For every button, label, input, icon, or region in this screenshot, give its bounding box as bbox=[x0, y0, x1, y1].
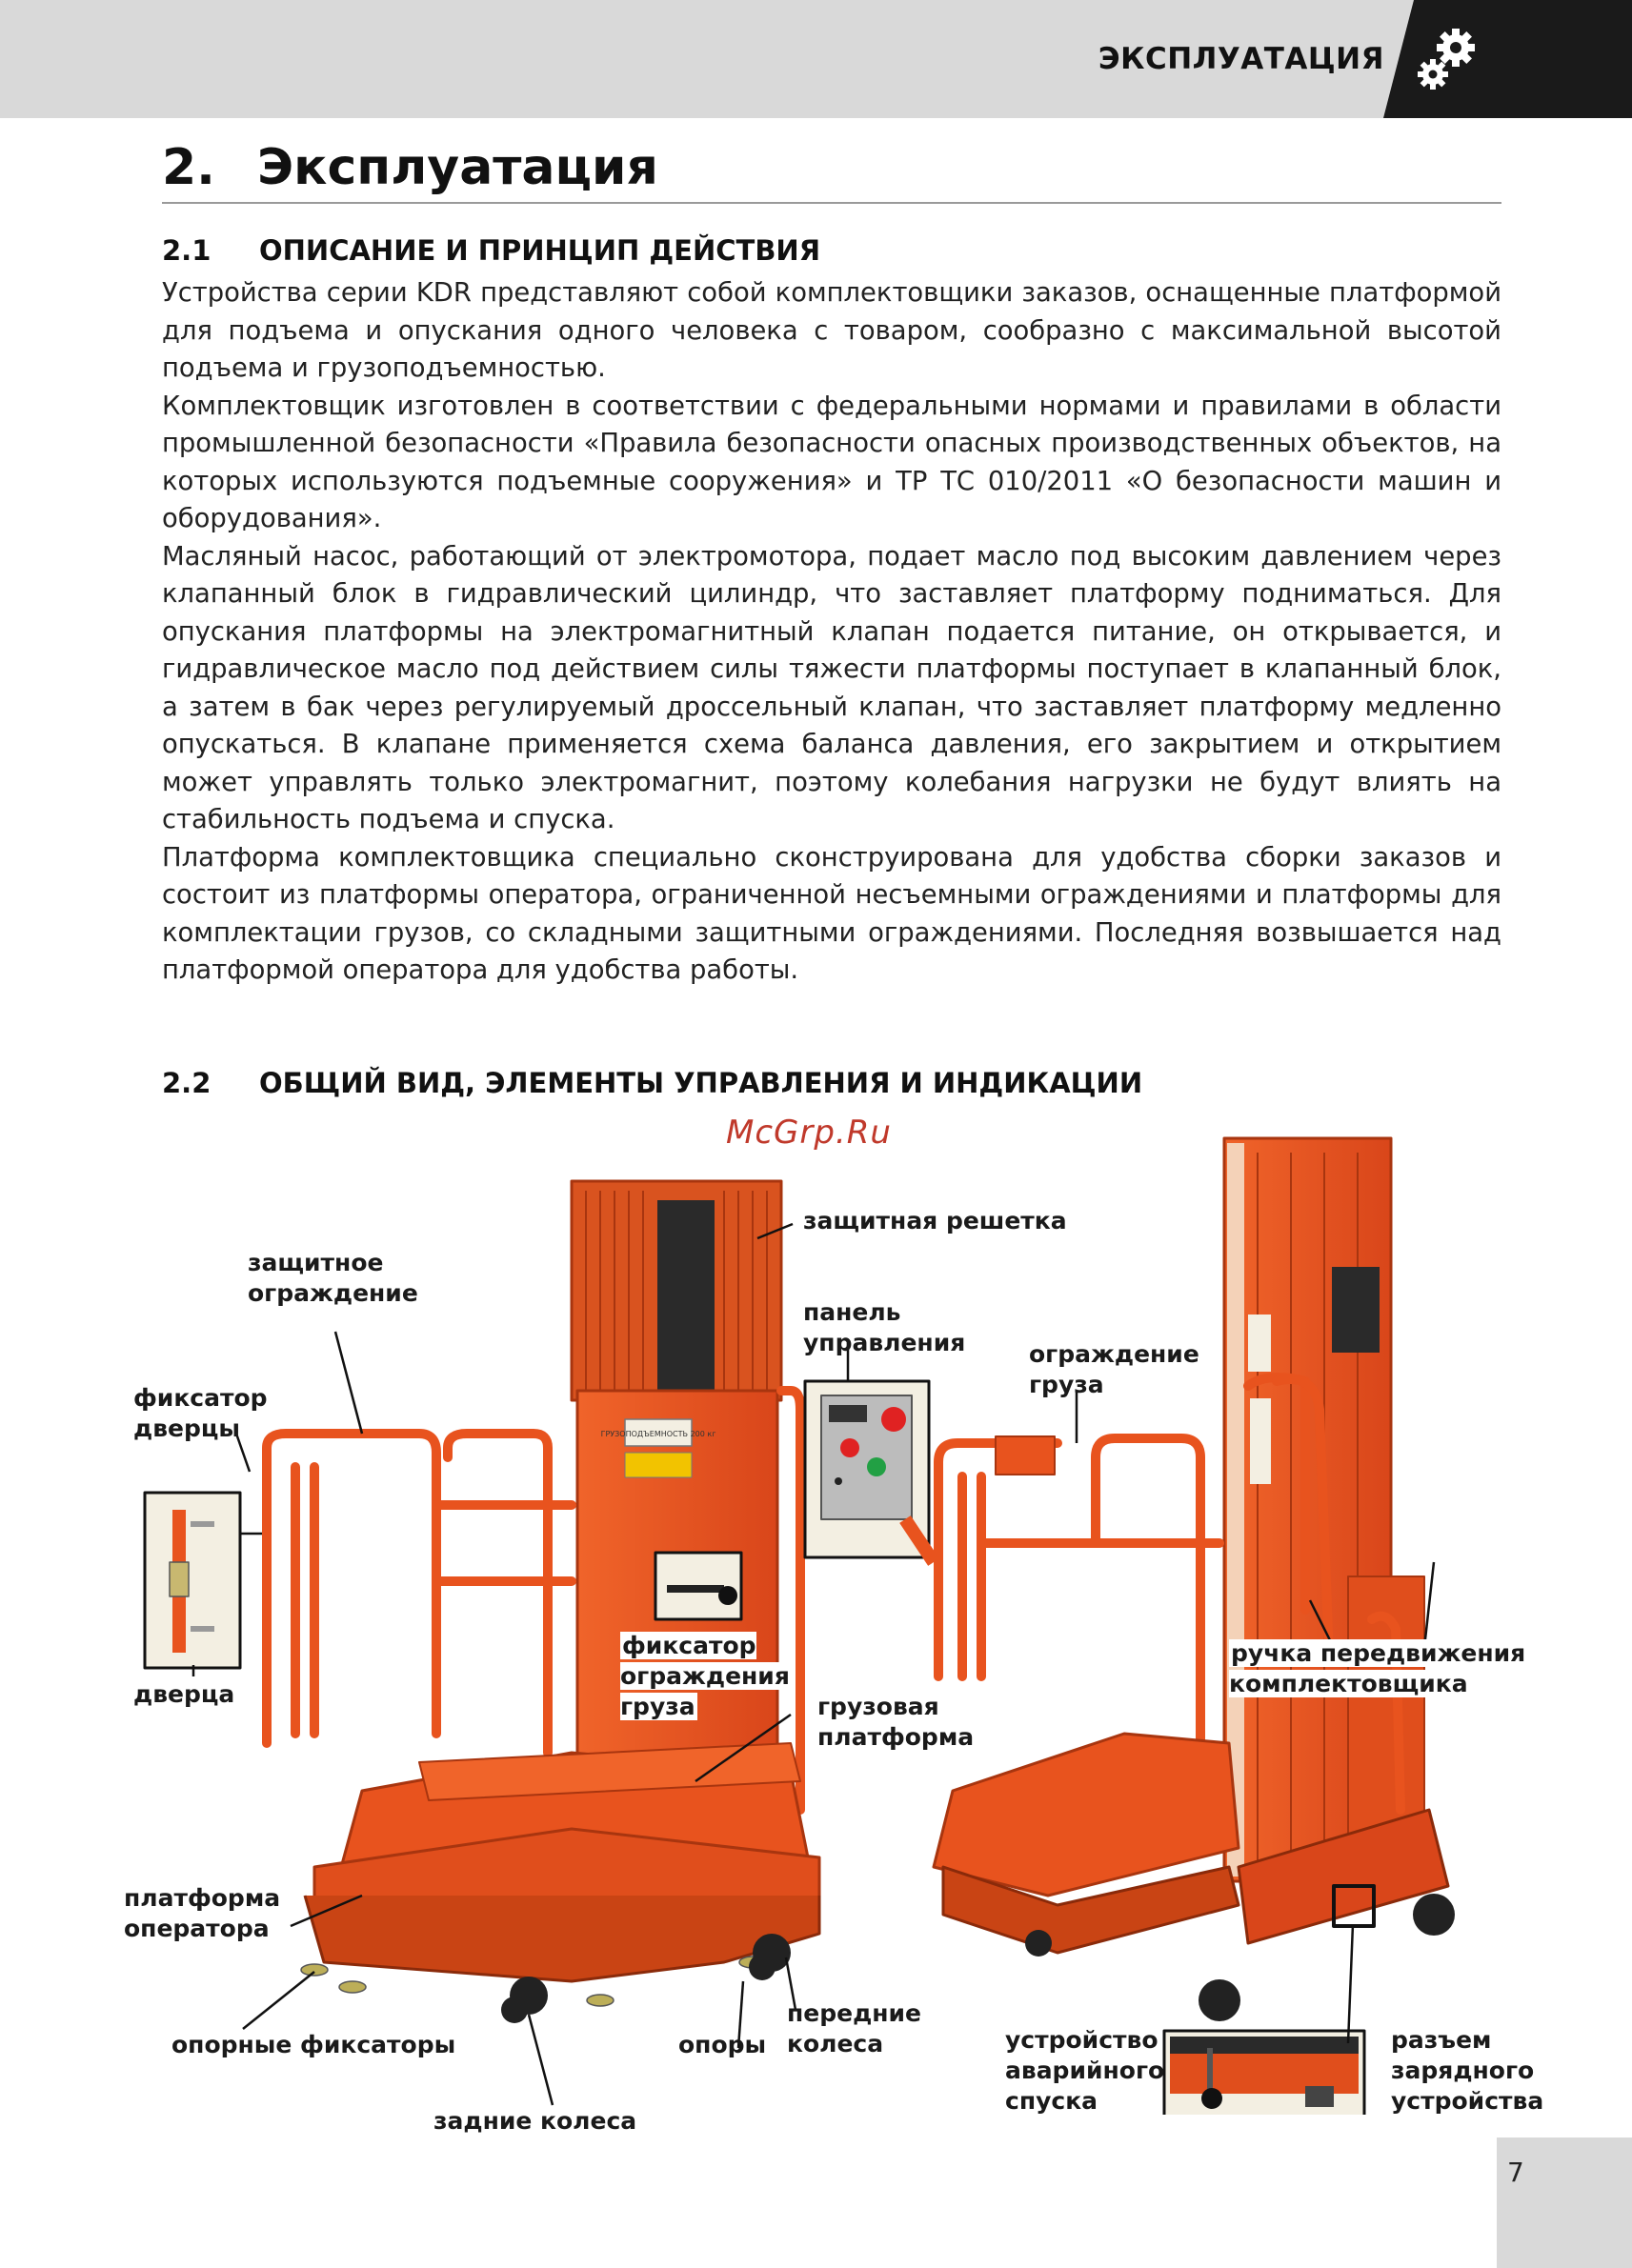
label-supports: опоры bbox=[678, 2031, 767, 2058]
chapter-number: 2. bbox=[162, 139, 215, 196]
label-door: дверца bbox=[133, 1680, 235, 1708]
section-number: 2.1 bbox=[162, 234, 212, 267]
paragraph: Платформа комплектовщика специально сконструирована для удобства сборки заказов и состоит из платформы оператора, ограниченной несъемными ограждениями и платформы для комплектации грузов, со складными защитными ограждениями. Последняя возвышается над платформой оператора для удобства работы. bbox=[162, 842, 1501, 985]
label-charger-socket: разъем зарядного устройства bbox=[1391, 2026, 1544, 2115]
label-rear-wheels: задние колеса bbox=[433, 2107, 637, 2135]
label-load-fence-latch: фиксатор ограждения груза bbox=[620, 1632, 790, 1720]
section-heading-2-2 bbox=[162, 1067, 1142, 1099]
label-support-latches: опорные фиксаторы bbox=[171, 2031, 456, 2058]
heading-rule bbox=[162, 202, 1501, 204]
chapter-heading bbox=[162, 139, 658, 196]
label-emergency-descent: устройство аварийного спуска bbox=[1005, 2026, 1165, 2115]
label-door-latch: фиксатор дверцы bbox=[133, 1384, 268, 1442]
section-body bbox=[162, 274, 1501, 990]
label-guard-grille: защитная решетка bbox=[803, 1207, 1067, 1234]
label-move-handle: ручка передвижения комплектовщика bbox=[1229, 1639, 1526, 1697]
watermark: McGrp.Ru bbox=[726, 1114, 892, 1152]
section-number: 2.2 bbox=[162, 1067, 212, 1099]
section-title: ОПИСАНИЕ И ПРИНЦИП ДЕЙСТВИЯ bbox=[259, 234, 821, 267]
order-picker-illustration bbox=[0, 1124, 1632, 2115]
paragraph: Комплектовщик изготовлен в соответствии с федеральными нормами и правилами в области промышленной безопасности «Правила безопасности опасных производственных объектов, на которых используются подъемные сооружения» и ТР ТС 010/2011 «О безопасности машин и оборудования». bbox=[162, 391, 1501, 533]
paragraph: Масляный насос, работающий от электромотора, подает масло под высоким давлением через клапанный блок в гидравлический цилиндр, что заставляет платформу подниматься. Для опускания платформы на электромагнитный клапан подается питание, он открывается, и гидравлическое масло под действием силы тяжести платформы поступает в клапанный блок, а затем в бак через регулируемый дроссельный клапан, что заставляет платформу медленно опускаться. В клапане применяется схема баланса давления, его закрытием и открытием может управлять только электромагнит, поэтому колебания нагрузки не будут влиять на стабильность подъема и спуска. bbox=[162, 541, 1501, 834]
right-machine bbox=[934, 1138, 1455, 2115]
paragraph: Устройства серии KDR представляют собой комплектовщики заказов, оснащенные платформой для подъема и опускания одного человека с товаром, сообразно с максимальной высотой подъема и грузоподъемностью. bbox=[162, 278, 1501, 383]
header-band bbox=[0, 0, 1632, 118]
machine-plate-text: ГРУЗОПОДЪЕМНОСТЬ 200 кг bbox=[600, 1430, 716, 1438]
header-title: ЭКСПЛУАТАЦИЯ bbox=[1098, 42, 1384, 76]
page-number: 7 bbox=[1507, 2157, 1524, 2188]
label-control-panel: панель управления bbox=[803, 1298, 966, 1356]
gears-icon bbox=[1410, 21, 1486, 97]
label-operator-platform: платформа оператора bbox=[124, 1884, 281, 1942]
label-load-platform: грузовая платформа bbox=[817, 1693, 975, 1751]
label-protective-fence: защитное ограждение bbox=[248, 1249, 418, 1307]
label-load-fence: ограждение груза bbox=[1029, 1340, 1199, 1398]
section-heading-2-1 bbox=[162, 234, 820, 267]
chapter-title: Эксплуатация bbox=[257, 139, 658, 196]
section-title: ОБЩИЙ ВИД, ЭЛЕМЕНТЫ УПРАВЛЕНИЯ И ИНДИКАЦИИ bbox=[259, 1067, 1143, 1099]
label-front-wheels: передние колеса bbox=[787, 1999, 922, 2057]
